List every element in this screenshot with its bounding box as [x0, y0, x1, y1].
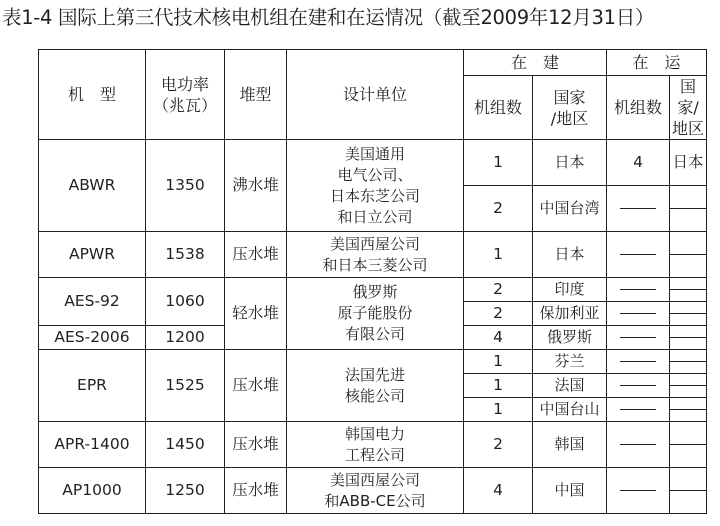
building-units-cell: 4	[464, 326, 533, 350]
model-cell: APR-1400	[39, 422, 146, 468]
designer-line: 核能公司	[344, 386, 405, 405]
table-row	[39, 468, 707, 514]
building-units-cell: 2	[464, 186, 533, 232]
designer-line: 美国西屋公司	[329, 234, 420, 253]
model-cell: AES-2006	[39, 326, 146, 350]
operating-units-cell	[607, 232, 670, 278]
model-cell: APWR	[39, 232, 146, 278]
table-row	[39, 350, 707, 374]
empty-dash	[620, 361, 656, 362]
designer-line: 美国通用	[344, 144, 405, 163]
operating-region-cell	[670, 278, 707, 302]
operating-region-cell	[670, 302, 707, 326]
building-region-cell: 中国台山	[533, 398, 607, 422]
building-units-cell: 2	[464, 302, 533, 326]
table-row	[39, 232, 707, 278]
operating-units-cell	[607, 422, 670, 468]
building-region-cell: 韩国	[533, 422, 607, 468]
empty-dash	[620, 337, 656, 338]
designer-cell	[287, 468, 464, 514]
power-cell: 1350	[146, 140, 225, 232]
reactor-cell: 压水堆	[225, 468, 287, 514]
building-units-cell: 2	[464, 278, 533, 302]
operating-region-cell	[670, 398, 707, 422]
model-cell: ABWR	[39, 140, 146, 232]
designer-cell	[287, 278, 464, 350]
reactor-cell: 轻水堆	[225, 278, 287, 350]
operating-region-cell	[670, 468, 707, 514]
building-units-cell: 4	[464, 468, 533, 514]
power-cell: 1525	[146, 350, 225, 422]
header-building-region: 国家 /地区	[533, 76, 607, 140]
building-region-cell: 俄罗斯	[533, 326, 607, 350]
header-power: 电功率 （兆瓦）	[146, 50, 225, 140]
model-cell: AP1000	[39, 468, 146, 514]
empty-dash	[670, 289, 706, 290]
header-building-units: 机组数	[464, 76, 533, 140]
power-cell: 1250	[146, 468, 225, 514]
designer-line: 和日本三菱公司	[322, 255, 428, 274]
operating-region-cell	[670, 422, 707, 468]
building-units-cell: 1	[464, 398, 533, 422]
model-cell: EPR	[39, 350, 146, 422]
header-operating: 在 运	[607, 50, 707, 76]
empty-dash	[670, 254, 706, 255]
table-row	[39, 140, 707, 186]
operating-units-cell	[607, 350, 670, 374]
table-body	[39, 50, 707, 514]
building-units-cell: 1	[464, 374, 533, 398]
empty-dash	[620, 208, 656, 209]
power-cell: 1200	[146, 326, 225, 350]
operating-region-cell	[670, 326, 707, 350]
empty-dash	[620, 313, 656, 314]
operating-units-cell	[607, 398, 670, 422]
header-designer: 设计单位	[287, 50, 464, 140]
designer-cell	[287, 140, 464, 232]
reactor-cell: 压水堆	[225, 232, 287, 278]
designer-line: 和ABB-CE公司	[324, 491, 426, 510]
operating-region-cell	[670, 232, 707, 278]
building-region-cell: 芬兰	[533, 350, 607, 374]
designer-line: 电气公司、	[337, 165, 413, 184]
building-region-cell: 印度	[533, 278, 607, 302]
empty-dash	[620, 254, 656, 255]
empty-dash	[670, 444, 706, 445]
reactor-cell: 压水堆	[225, 350, 287, 422]
empty-dash	[670, 490, 706, 491]
operating-region-cell: 日本	[670, 140, 707, 186]
building-units-cell: 1	[464, 232, 533, 278]
building-region-cell: 中国台湾	[533, 186, 607, 232]
header-reactor: 堆型	[225, 50, 287, 140]
operating-units-cell	[607, 186, 670, 232]
header-operating-units: 机组数	[607, 76, 670, 140]
designer-line: 原子能股份	[337, 304, 413, 322]
operating-units-cell	[607, 326, 670, 350]
empty-dash	[670, 409, 706, 410]
empty-dash	[670, 337, 706, 338]
operating-units-cell	[607, 302, 670, 326]
empty-dash	[620, 409, 656, 410]
header-building: 在 建	[464, 50, 607, 76]
building-region-cell: 日本	[533, 140, 607, 186]
empty-dash	[620, 444, 656, 445]
designer-line: 法国先进	[344, 365, 405, 384]
designer-line: 俄罗斯	[352, 283, 398, 301]
empty-dash	[670, 208, 706, 209]
building-units-cell: 2	[464, 422, 533, 468]
building-units-cell: 1	[464, 140, 533, 186]
operating-region-cell	[670, 186, 707, 232]
designer-line: 有限公司	[344, 325, 405, 343]
designer-cell	[287, 422, 464, 468]
reactor-cell: 压水堆	[225, 422, 287, 468]
building-region-cell: 保加利亚	[533, 302, 607, 326]
empty-dash	[670, 361, 706, 362]
reactor-cell: 沸水堆	[225, 140, 287, 232]
power-cell: 1538	[146, 232, 225, 278]
designer-cell	[287, 232, 464, 278]
empty-dash	[620, 490, 656, 491]
model-cell: AES-92	[39, 278, 146, 326]
building-region-cell: 中国	[533, 468, 607, 514]
table-row	[39, 278, 707, 302]
designer-line: 韩国电力	[344, 424, 405, 443]
designer-line: 美国西屋公司	[329, 470, 420, 489]
building-region-cell: 日本	[533, 232, 607, 278]
header-row	[39, 50, 707, 76]
designer-cell	[287, 350, 464, 422]
operating-units-cell	[607, 374, 670, 398]
empty-dash	[620, 385, 656, 386]
header-model: 机 型	[39, 50, 146, 140]
power-cell: 1060	[146, 278, 225, 326]
empty-dash	[620, 289, 656, 290]
header-operating-region: 国家/ 地区	[670, 76, 707, 140]
designer-line: 工程公司	[344, 445, 405, 464]
table-title: 表1-4 国际上第三代技术核电机组在建和在运情况（截至2009年12月31日）	[2, 6, 655, 29]
reactor-table	[38, 49, 707, 514]
power-cell: 1450	[146, 422, 225, 468]
building-region-cell: 法国	[533, 374, 607, 398]
operating-units-cell	[607, 278, 670, 302]
designer-line: 和日立公司	[337, 207, 413, 226]
empty-dash	[670, 385, 706, 386]
building-units-cell: 1	[464, 350, 533, 374]
operating-region-cell	[670, 374, 707, 398]
operating-units-cell: 4	[607, 140, 670, 186]
designer-line: 日本东芝公司	[329, 186, 420, 205]
empty-dash	[670, 313, 706, 314]
operating-units-cell	[607, 468, 670, 514]
table-row	[39, 422, 707, 468]
operating-region-cell	[670, 350, 707, 374]
